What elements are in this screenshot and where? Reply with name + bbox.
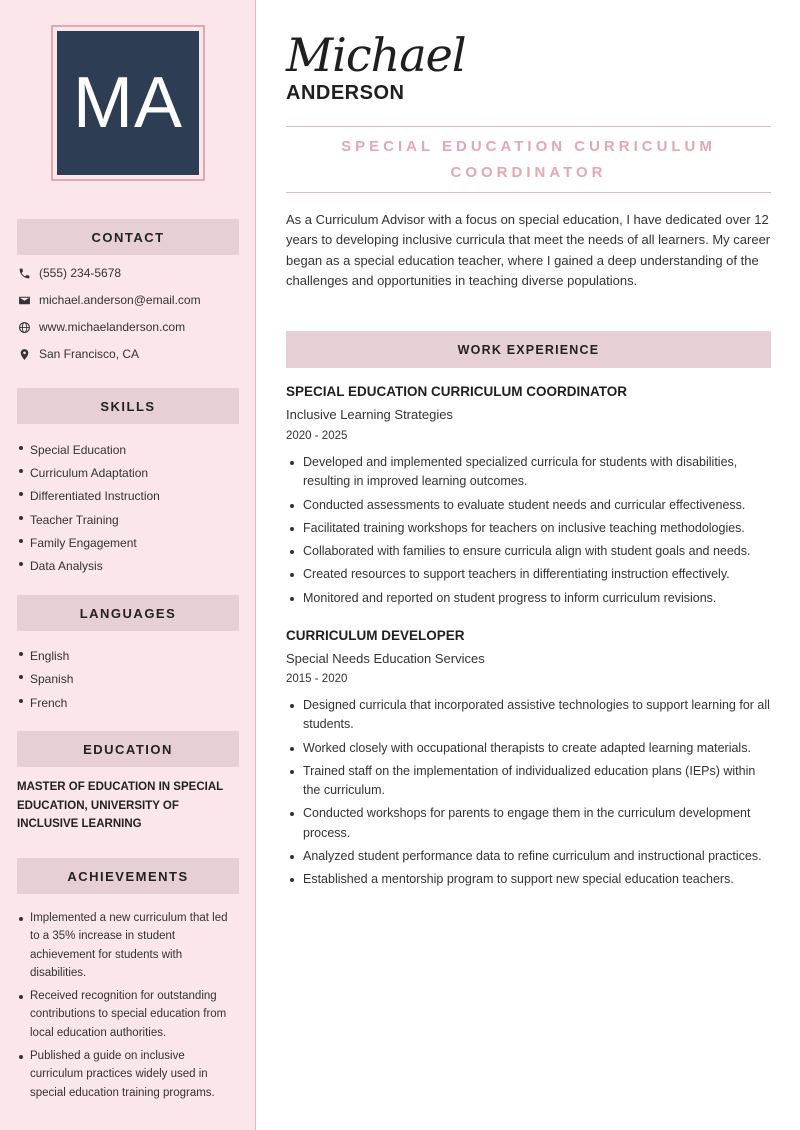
list-item: Data Analysis (17, 555, 239, 578)
contact-phone (17, 266, 121, 280)
contact-location (17, 347, 139, 361)
list-item: Conducted assessments to evaluate student needs and curricular effectiveness. (286, 496, 774, 515)
title-rule-bottom (286, 192, 771, 193)
last-name: ANDERSON (286, 82, 405, 104)
education-degree: MASTER OF EDUCATION IN SPECIAL EDUCATION, UNIVERSITY OF INCLUSIVE LEARNING (17, 781, 223, 830)
title-rule-top (286, 126, 771, 127)
list-item: Designed curricula that incorporated assistive technologies to support learning for all students. (286, 696, 774, 735)
job-title: CURRICULUM DEVELOPER (286, 628, 465, 643)
role-title: SPECIAL EDUCATION CURRICULUM COORDINATOR (341, 138, 716, 181)
list-item: Analyzed student performance data to refine curriculum and instructional practices. (286, 847, 774, 866)
list-item: Received recognition for outstanding contributions to special education from local education authorities. (17, 987, 239, 1042)
languages-list (17, 645, 239, 715)
skills-list (17, 439, 239, 578)
monogram: MA (57, 31, 199, 175)
list-item: Worked closely with occupational therapists to create adapted learning materials. (286, 739, 774, 758)
list-item: Conducted workshops for parents to engage them in the curriculum development process. (286, 804, 774, 843)
list-item: Facilitated training workshops for teachers on inclusive teaching methodologies. (286, 519, 774, 538)
list-item: English (17, 645, 239, 668)
education-heading: EDUCATION (17, 731, 239, 767)
achievements-heading: ACHIEVEMENTS (17, 858, 239, 894)
sidebar (0, 0, 256, 1130)
contact-heading: CONTACT (17, 219, 239, 255)
first-name: Michael (286, 28, 466, 82)
contact-email[interactable] (17, 293, 201, 307)
job-company: Special Needs Education Services (286, 651, 485, 666)
monogram-frame (51, 25, 205, 181)
contact-website-text: www.michaelanderson.com (39, 320, 186, 334)
skills-heading: SKILLS (17, 388, 239, 424)
list-item: Spanish (17, 668, 239, 691)
email-icon (17, 293, 31, 307)
summary: As a Curriculum Advisor with a focus on special education, I have dedicated over 12 years to developing inclusive curricula that meet the needs of all learners. My career began as a special education teacher, where I gained a deep understanding of the challenges and opportunities in teaching diverse populations. (286, 212, 771, 288)
job-bullets (286, 453, 774, 612)
achievements-list (17, 909, 239, 1107)
list-item: Family Engagement (17, 532, 239, 555)
job-title: SPECIAL EDUCATION CURRICULUM COORDINATOR (286, 384, 628, 399)
globe-icon (17, 320, 31, 334)
list-item: Implemented a new curriculum that led to a 35% increase in student achievement for students with disabilities. (17, 909, 239, 982)
list-item: Trained staff on the implementation of individualized education plans (IEPs) within the curriculum. (286, 762, 774, 801)
contact-phone-text: (555) 234-5678 (39, 266, 122, 280)
job-company: Inclusive Learning Strategies (286, 407, 453, 422)
list-item: Collaborated with families to ensure curricula align with student goals and needs. (286, 542, 774, 561)
location-pin-icon (17, 347, 31, 361)
list-item: Monitored and reported on student progress to inform curriculum revisions. (286, 589, 774, 608)
contact-email-text: michael.anderson@email.com (39, 293, 201, 307)
job-dates: 2015 - 2020 (286, 673, 348, 685)
list-item: French (17, 692, 239, 715)
contact-website[interactable] (17, 320, 185, 334)
list-item: Developed and implemented specialized curricula for students with disabilities, resulting in improved learning outcomes. (286, 453, 774, 492)
contact-location-text: San Francisco, CA (39, 347, 140, 361)
job-bullets (286, 696, 774, 894)
job-dates: 2020 - 2025 (286, 430, 348, 442)
list-item: Published a guide on inclusive curriculum practices widely used in special education training programs. (17, 1047, 239, 1102)
list-item: Special Education (17, 439, 239, 462)
list-item: Created resources to support teachers in differentiating instruction effectively. (286, 565, 774, 584)
work-experience-heading: WORK EXPERIENCE (286, 331, 771, 368)
phone-icon (17, 266, 31, 280)
languages-heading: LANGUAGES (17, 595, 239, 631)
list-item: Teacher Training (17, 509, 239, 532)
list-item: Differentiated Instruction (17, 485, 239, 508)
list-item: Established a mentorship program to support new special education teachers. (286, 870, 774, 889)
list-item: Curriculum Adaptation (17, 462, 239, 485)
